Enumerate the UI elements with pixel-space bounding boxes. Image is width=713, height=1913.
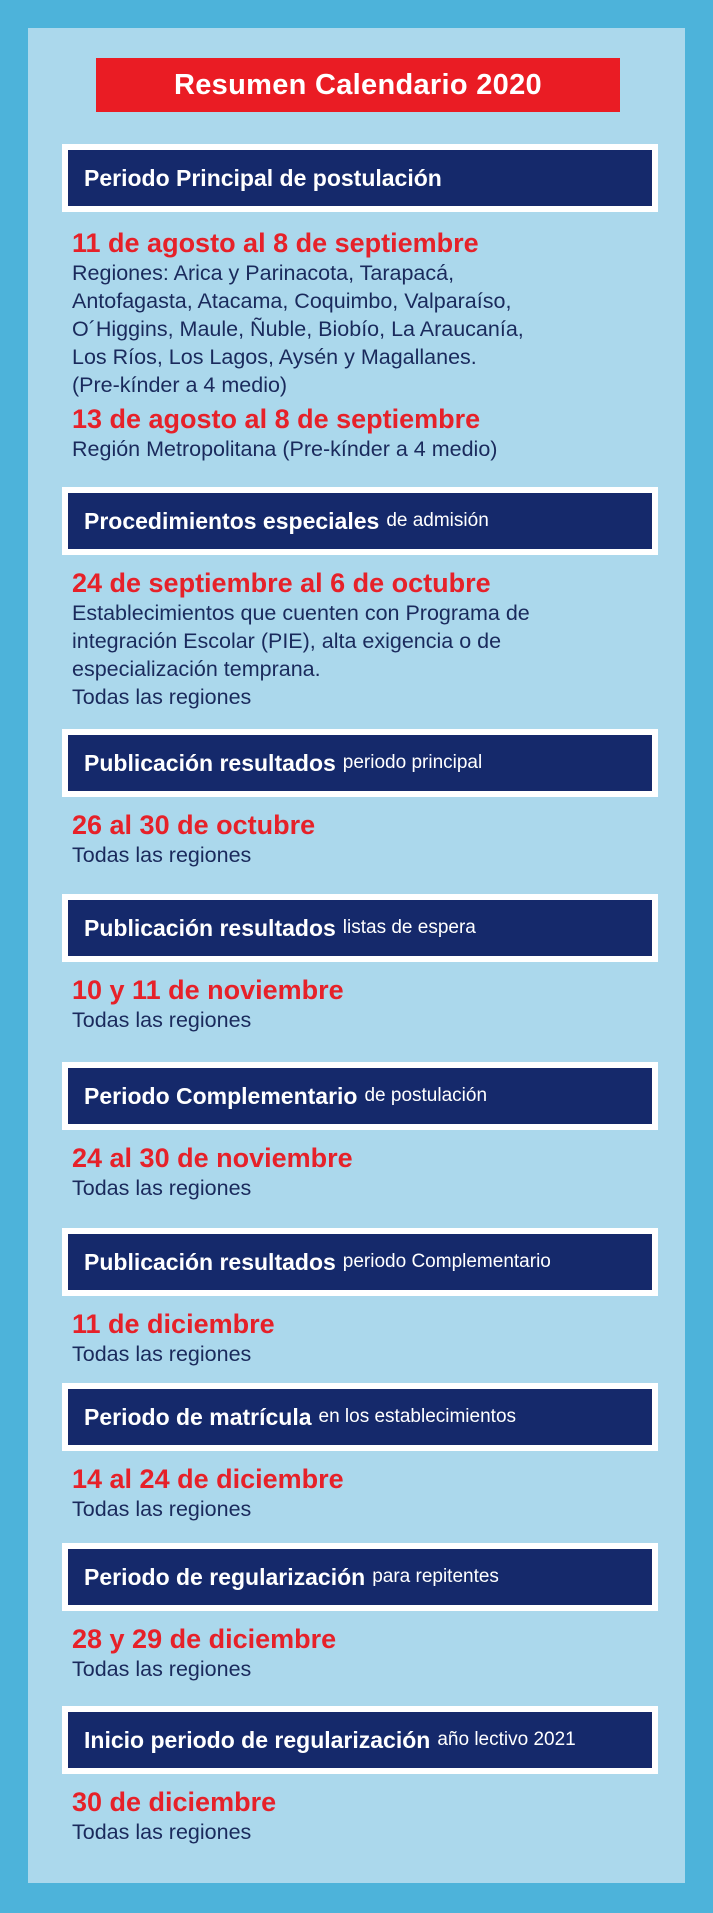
section-heading-rest: de postulación (364, 1085, 488, 1106)
section-description: Todas las regiones (72, 1657, 252, 1681)
section-heading-rest: periodo principal (342, 752, 483, 773)
section-heading-bold: Procedimientos especiales (84, 507, 380, 534)
section-description: Todas las regiones (72, 843, 252, 867)
section-heading-rest: de admisión (386, 510, 489, 531)
section-heading-rest: año lectivo 2021 (437, 1729, 576, 1750)
section-heading-bar (68, 150, 652, 206)
section-description: Todas las regiones (72, 1820, 252, 1844)
section-heading-bold: Periodo Complementario (84, 1082, 358, 1109)
section-periodo-matricula (62, 1383, 658, 1523)
section-heading-bold: Periodo de regularización (84, 1563, 366, 1590)
section-heading-bar (68, 493, 652, 549)
section-heading-bar (68, 900, 652, 956)
section-description: Todas las regiones (72, 1342, 252, 1366)
section-resultados-espera (62, 894, 658, 1034)
section-heading (62, 1383, 658, 1451)
section-heading (62, 144, 658, 212)
section-date: 26 al 30 de octubre (72, 810, 316, 840)
section-date: 10 y 11 de noviembre (72, 975, 344, 1005)
section-heading (62, 729, 658, 797)
section-heading-bar (68, 1389, 652, 1445)
section-heading (62, 1228, 658, 1296)
section-description: Regiones: Arica y Parinacota, Tarapacá, Antofagasta, Atacama, Coquimbo, Valparaíso, O´Higgins, Maule, Ñuble, Biobío, La Araucanía, Los Ríos, Los Lagos, Aysén y Magallanes. (Pre-kínder a 4 medio) (72, 261, 524, 397)
section-heading-rest: para repitentes (372, 1566, 499, 1587)
section-regularizacion-repitentes (62, 1543, 658, 1683)
section-date: 11 de diciembre (72, 1309, 275, 1339)
section-periodo-complementario (62, 1062, 658, 1202)
section-heading-bar (68, 735, 652, 791)
section-resultados-principal (62, 729, 658, 869)
section-heading (62, 1706, 658, 1774)
section-heading-bar (68, 1712, 652, 1768)
section-heading-bold: Publicación resultados (84, 749, 336, 776)
section-heading-bold: Periodo de matrícula (84, 1403, 312, 1430)
section-date: 24 de septiembre al 6 de octubre (72, 568, 491, 598)
section-heading (62, 1543, 658, 1611)
section-heading-bold: Publicación resultados (84, 914, 336, 941)
section-heading-bold: Periodo Principal de postulación (84, 164, 442, 191)
section-inicio-regularizacion (62, 1706, 658, 1846)
section-heading-rest: periodo Complementario (342, 1251, 551, 1272)
section-date: 24 al 30 de noviembre (72, 1143, 353, 1173)
section-description: Todas las regiones (72, 1497, 252, 1521)
section-heading-bold: Publicación resultados (84, 1248, 336, 1275)
section-date: 28 y 29 de diciembre (72, 1624, 337, 1654)
section-date-secondary: 13 de agosto al 8 de septiembre (72, 404, 481, 434)
section-heading (62, 894, 658, 962)
section-heading-bar (68, 1549, 652, 1605)
section-date: 11 de agosto al 8 de septiembre (72, 228, 479, 258)
section-heading-bold: Inicio periodo de regularización (84, 1726, 431, 1753)
section-heading (62, 1062, 658, 1130)
section-heading (62, 487, 658, 555)
section-heading-rest: listas de espera (342, 917, 476, 938)
section-procedimientos-especiales (62, 487, 658, 711)
page-title: Resumen Calendario 2020 (96, 58, 620, 112)
section-heading-bar (68, 1234, 652, 1290)
section-description-secondary: Región Metropolitana (Pre-kínder a 4 medio) (72, 437, 498, 461)
section-description: Establecimientos que cuenten con Programa de integración Escolar (PIE), alta exigencia o de especialización temprana. Todas las regiones (72, 601, 530, 709)
section-resultados-complementario (62, 1228, 658, 1368)
section-periodo-principal (62, 144, 658, 463)
section-heading-rest: en los establecimientos (318, 1406, 517, 1427)
section-description: Todas las regiones (72, 1008, 252, 1032)
section-heading-bar (68, 1068, 652, 1124)
section-date: 30 de diciembre (72, 1787, 277, 1817)
section-date: 14 al 24 de diciembre (72, 1464, 344, 1494)
section-description: Todas las regiones (72, 1176, 252, 1200)
